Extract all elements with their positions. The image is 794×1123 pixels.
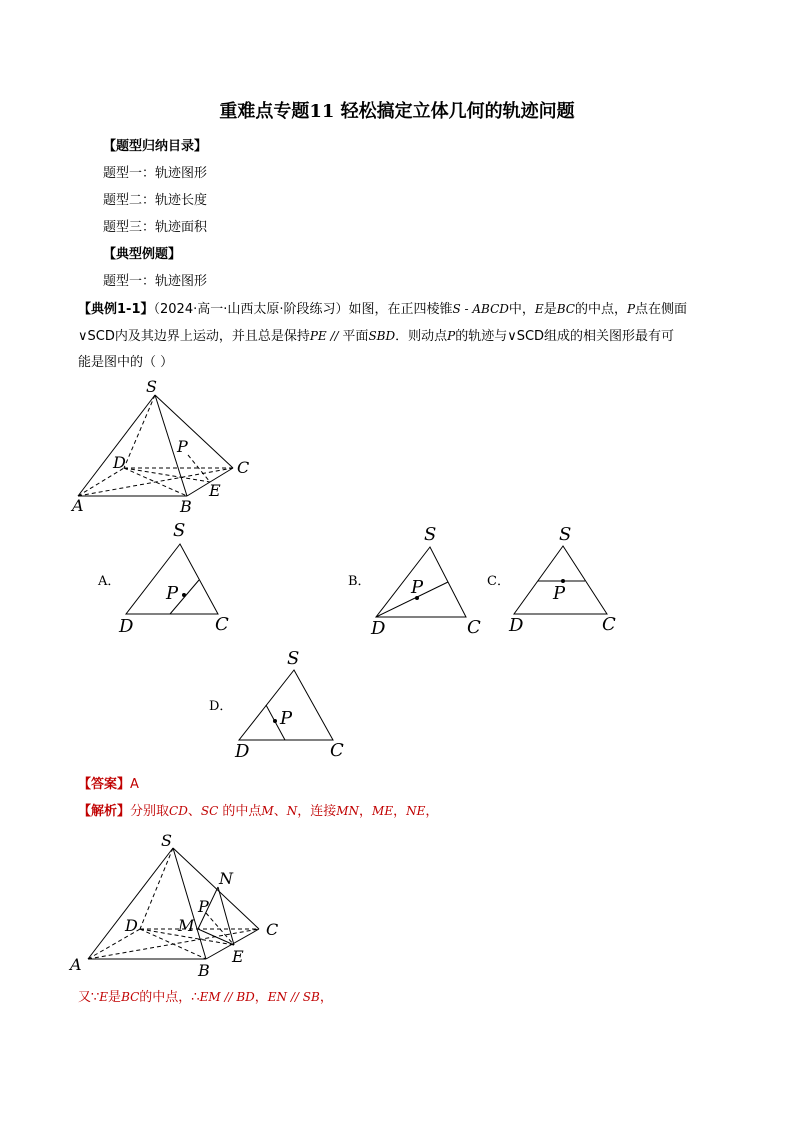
label-d: D	[113, 453, 126, 472]
problem-text: ∨SCD内及其边界上运动，并且总是保持	[78, 329, 310, 344]
label-b: B	[180, 497, 192, 516]
opt-a-d: D	[119, 616, 134, 637]
answer-line	[78, 773, 139, 792]
option-b-label: B．	[348, 574, 371, 589]
example-tag: 【典例1-1】	[78, 302, 154, 317]
option-d-label: D．	[209, 699, 233, 714]
label-s: S	[146, 377, 157, 396]
math-p: P	[447, 329, 456, 343]
sol-label-a: A	[70, 955, 82, 974]
opt-d-c: C	[330, 740, 344, 761]
problem-text: 的轨迹与∨SCD组成的相关图形最有可	[455, 329, 675, 344]
edge-sa	[78, 395, 155, 496]
option-a-figure	[97, 520, 229, 637]
sol-label-c: C	[266, 920, 279, 939]
math-sbd: SBD	[368, 329, 396, 343]
reasoning-line: 又∵E是BC的中点，∴EM // BD，EN // SB，	[78, 990, 333, 1005]
sol-label-d: D	[125, 916, 138, 935]
math-pe: PE //	[309, 329, 343, 343]
opt-b-p: P	[411, 577, 424, 598]
pyramid-labels	[70, 377, 249, 516]
problem-text: 平面	[342, 329, 369, 344]
problem-text: 中，	[508, 302, 535, 317]
opt-a-c: C	[215, 614, 229, 635]
option-b-figure	[348, 524, 481, 639]
sol-label-s: S	[161, 831, 172, 850]
math-e: E	[534, 302, 544, 316]
examples-header: 【典型例题】	[103, 247, 182, 262]
opt-a-s: S	[173, 520, 186, 541]
problem-text: 的中点，	[574, 302, 627, 317]
math-p: P	[626, 302, 636, 316]
page-title: 重难点专题11 轻松搞定立体几何的轨迹问题	[219, 101, 575, 122]
option-a-label: A．	[98, 574, 121, 589]
analysis-line: 【解析】分别取CD、SC 的中点M、N，连接MN，ME，NE，	[78, 804, 439, 819]
seg-de	[124, 468, 210, 482]
problem-text: ．则动点	[395, 329, 448, 344]
opt-c-d: D	[509, 615, 524, 636]
toc-header: 【题型归纳目录】	[103, 139, 208, 154]
label-a: A	[72, 496, 84, 515]
section-title: 题型一：轨迹图形	[103, 274, 208, 289]
option-d-figure	[209, 648, 344, 762]
opt-d-s: S	[287, 648, 300, 669]
opt-b-c: C	[467, 617, 481, 638]
sol-label-n: N	[219, 869, 233, 888]
sol-label-m: M	[178, 916, 195, 935]
opt-b-s: S	[424, 524, 437, 545]
opt-c-p: P	[553, 583, 566, 604]
label-p: P	[177, 437, 188, 456]
toc-item-1: 题型一：轨迹图形	[103, 166, 208, 181]
answer-tag: 【答案】	[78, 777, 131, 792]
label-c: C	[237, 458, 250, 477]
opt-d-d: D	[235, 741, 250, 762]
toc-item-2: 题型二：轨迹长度	[103, 193, 208, 208]
analysis-tag: 【解析】	[78, 804, 131, 819]
opt-c-s: S	[559, 524, 572, 545]
problem-source: （2024·高一·山西太原·阶段练习）如图，在正四棱锥	[153, 302, 453, 317]
seg-pe	[188, 455, 210, 482]
opt-b-d: D	[371, 618, 386, 639]
label-e: E	[209, 481, 221, 500]
option-c-figure	[487, 524, 616, 636]
edge-sd	[124, 395, 155, 468]
option-c-label: C．	[487, 574, 510, 589]
toc-item-3: 题型三：轨迹面积	[103, 220, 208, 235]
problem-text: 是	[543, 302, 557, 317]
opt-a-p: P	[166, 583, 179, 604]
sol-label-p: P	[198, 897, 209, 916]
solution-labels	[68, 831, 278, 980]
problem-line-3: 能是图中的（ ）	[78, 355, 174, 370]
sol-label-b: B	[198, 961, 210, 980]
sol-label-e: E	[232, 947, 244, 966]
opt-c-c: C	[602, 614, 616, 635]
opt-d-p: P	[280, 708, 293, 729]
math-bc: BC	[556, 302, 575, 316]
math-pyramid: S - ABCD	[452, 302, 509, 316]
problem-text: 点在侧面	[635, 302, 688, 317]
solution-figure	[88, 848, 259, 959]
answer-value: A	[130, 777, 139, 792]
